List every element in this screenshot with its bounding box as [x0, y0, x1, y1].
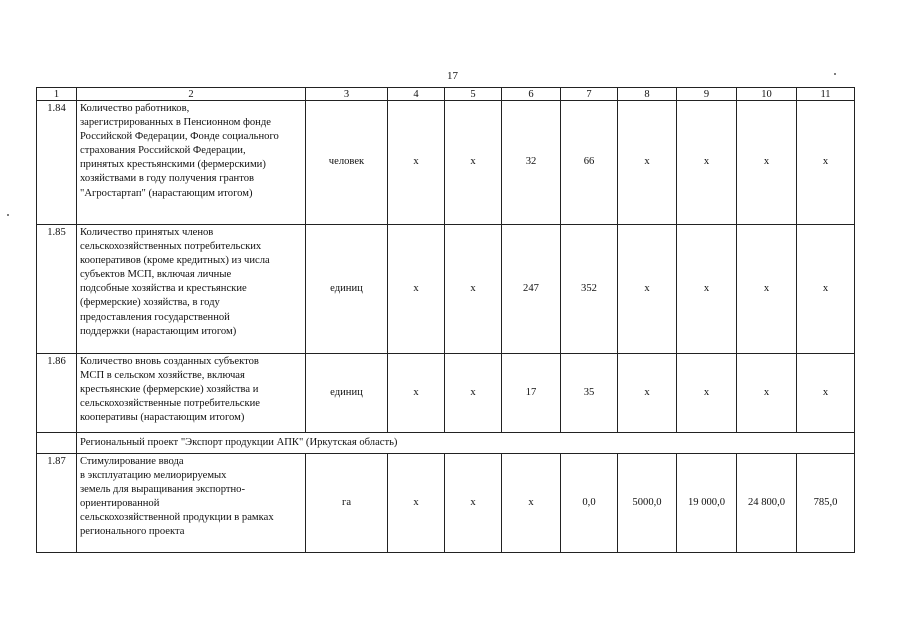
description-line: "Агростартап" (нарастающим итогом)	[80, 187, 253, 199]
value-cell: 785,0	[797, 454, 855, 553]
description-line: Количество принятых членов	[80, 227, 214, 238]
description-line: регионального проекта	[80, 526, 185, 538]
value-cell: 19 000,0	[677, 454, 737, 553]
value-cell: х	[388, 101, 445, 225]
row-number: 1.87	[37, 454, 77, 553]
unit-cell: га	[306, 454, 388, 553]
unit-cell: единиц	[306, 354, 388, 433]
value-cell: х	[388, 454, 445, 553]
value-cell: х	[388, 225, 445, 354]
description-line: Российской Федерации, Фонде социального	[80, 131, 279, 143]
value-cell: 32	[502, 101, 561, 225]
description-line: кооперативов (кроме кредитных) из числа	[80, 255, 270, 267]
column-header: 7	[561, 88, 618, 101]
description-line: страхования Российской Федерации,	[80, 145, 246, 157]
scan-speck	[7, 214, 9, 216]
description-line: подсобные хозяйства и крестьянские	[80, 283, 247, 295]
description-line: сельскохозяйственные потребительские	[80, 398, 261, 410]
indicator-description	[77, 354, 306, 433]
column-header: 8	[618, 88, 677, 101]
value-cell: х	[445, 225, 502, 354]
unit-cell: человек	[306, 101, 388, 225]
value-cell: х	[797, 354, 855, 433]
column-header: 3	[306, 88, 388, 101]
description-line: Количество работников,	[80, 103, 190, 114]
indicators-table	[36, 87, 855, 553]
table-row	[37, 101, 855, 225]
value-cell: 66	[561, 101, 618, 225]
description-line: кооперативы (нарастающим итогом)	[80, 412, 245, 424]
column-header: 5	[445, 88, 502, 101]
table-row	[37, 225, 855, 354]
column-header: 11	[797, 88, 855, 101]
value-cell: х	[445, 354, 502, 433]
description-line: Стимулирование ввода	[80, 456, 184, 467]
value-cell: х	[445, 454, 502, 553]
value-cell: 0,0	[561, 454, 618, 553]
value-cell: х	[677, 225, 737, 354]
value-cell: х	[737, 101, 797, 225]
value-cell: 17	[502, 354, 561, 433]
indicator-description	[77, 101, 306, 225]
page-number: 17	[447, 70, 458, 82]
row-number: 1.85	[37, 225, 77, 354]
value-cell: 247	[502, 225, 561, 354]
column-header: 4	[388, 88, 445, 101]
value-cell: х	[388, 354, 445, 433]
value-cell: х	[677, 101, 737, 225]
value-cell: х	[737, 354, 797, 433]
description-line: хозяйствами в году получения грантов	[80, 173, 254, 185]
unit-cell: единиц	[306, 225, 388, 354]
value-cell: х	[502, 454, 561, 553]
value-cell: х	[797, 225, 855, 354]
value-cell: 352	[561, 225, 618, 354]
description-line: земель для выращивания экспортно-	[80, 484, 246, 496]
column-header: 9	[677, 88, 737, 101]
column-header: 1	[37, 88, 77, 101]
row-number: 1.86	[37, 354, 77, 433]
indicator-description	[77, 454, 306, 553]
row-number: 1.84	[37, 101, 77, 225]
column-header: 2	[77, 88, 306, 101]
description-line: зарегистрированных в Пенсионном фонде	[80, 117, 271, 129]
value-cell: 5000,0	[618, 454, 677, 553]
indicator-description	[77, 225, 306, 354]
description-line: субъектов МСП, включая личные	[80, 269, 232, 281]
column-header: 10	[737, 88, 797, 101]
value-cell: х	[677, 354, 737, 433]
description-line: Количество вновь созданных субъектов	[80, 356, 259, 367]
section-row	[37, 433, 855, 454]
description-line: предоставления государственной	[80, 311, 230, 323]
description-line: принятых крестьянскими (фермерскими)	[80, 159, 266, 171]
table-header-row	[37, 88, 855, 101]
description-line: поддержки (нарастающим итогом)	[80, 325, 237, 337]
description-line: в эксплуатацию мелиорируемых	[80, 470, 227, 482]
value-cell: х	[618, 354, 677, 433]
value-cell: х	[737, 225, 797, 354]
scan-speck	[834, 73, 836, 75]
description-line: (фермерские) хозяйства, в году	[80, 297, 220, 309]
table-row	[37, 454, 855, 553]
value-cell: х	[797, 101, 855, 225]
description-line: МСП в сельском хозяйстве, включая	[80, 370, 245, 382]
empty-cell	[37, 433, 77, 454]
value-cell: 24 800,0	[737, 454, 797, 553]
section-title: Региональный проект "Экспорт продукции АПК" (Иркутская область)	[77, 433, 855, 454]
value-cell: х	[618, 225, 677, 354]
description-line: крестьянские (фермерские) хозяйства и	[80, 384, 259, 396]
table-row	[37, 354, 855, 433]
description-line: ориентированной	[80, 498, 160, 510]
value-cell: 35	[561, 354, 618, 433]
description-line: сельскохозяйственной продукции в рамках	[80, 512, 274, 524]
column-header: 6	[502, 88, 561, 101]
description-line: сельскохозяйственных потребительских	[80, 241, 262, 253]
value-cell: х	[618, 101, 677, 225]
value-cell: х	[445, 101, 502, 225]
